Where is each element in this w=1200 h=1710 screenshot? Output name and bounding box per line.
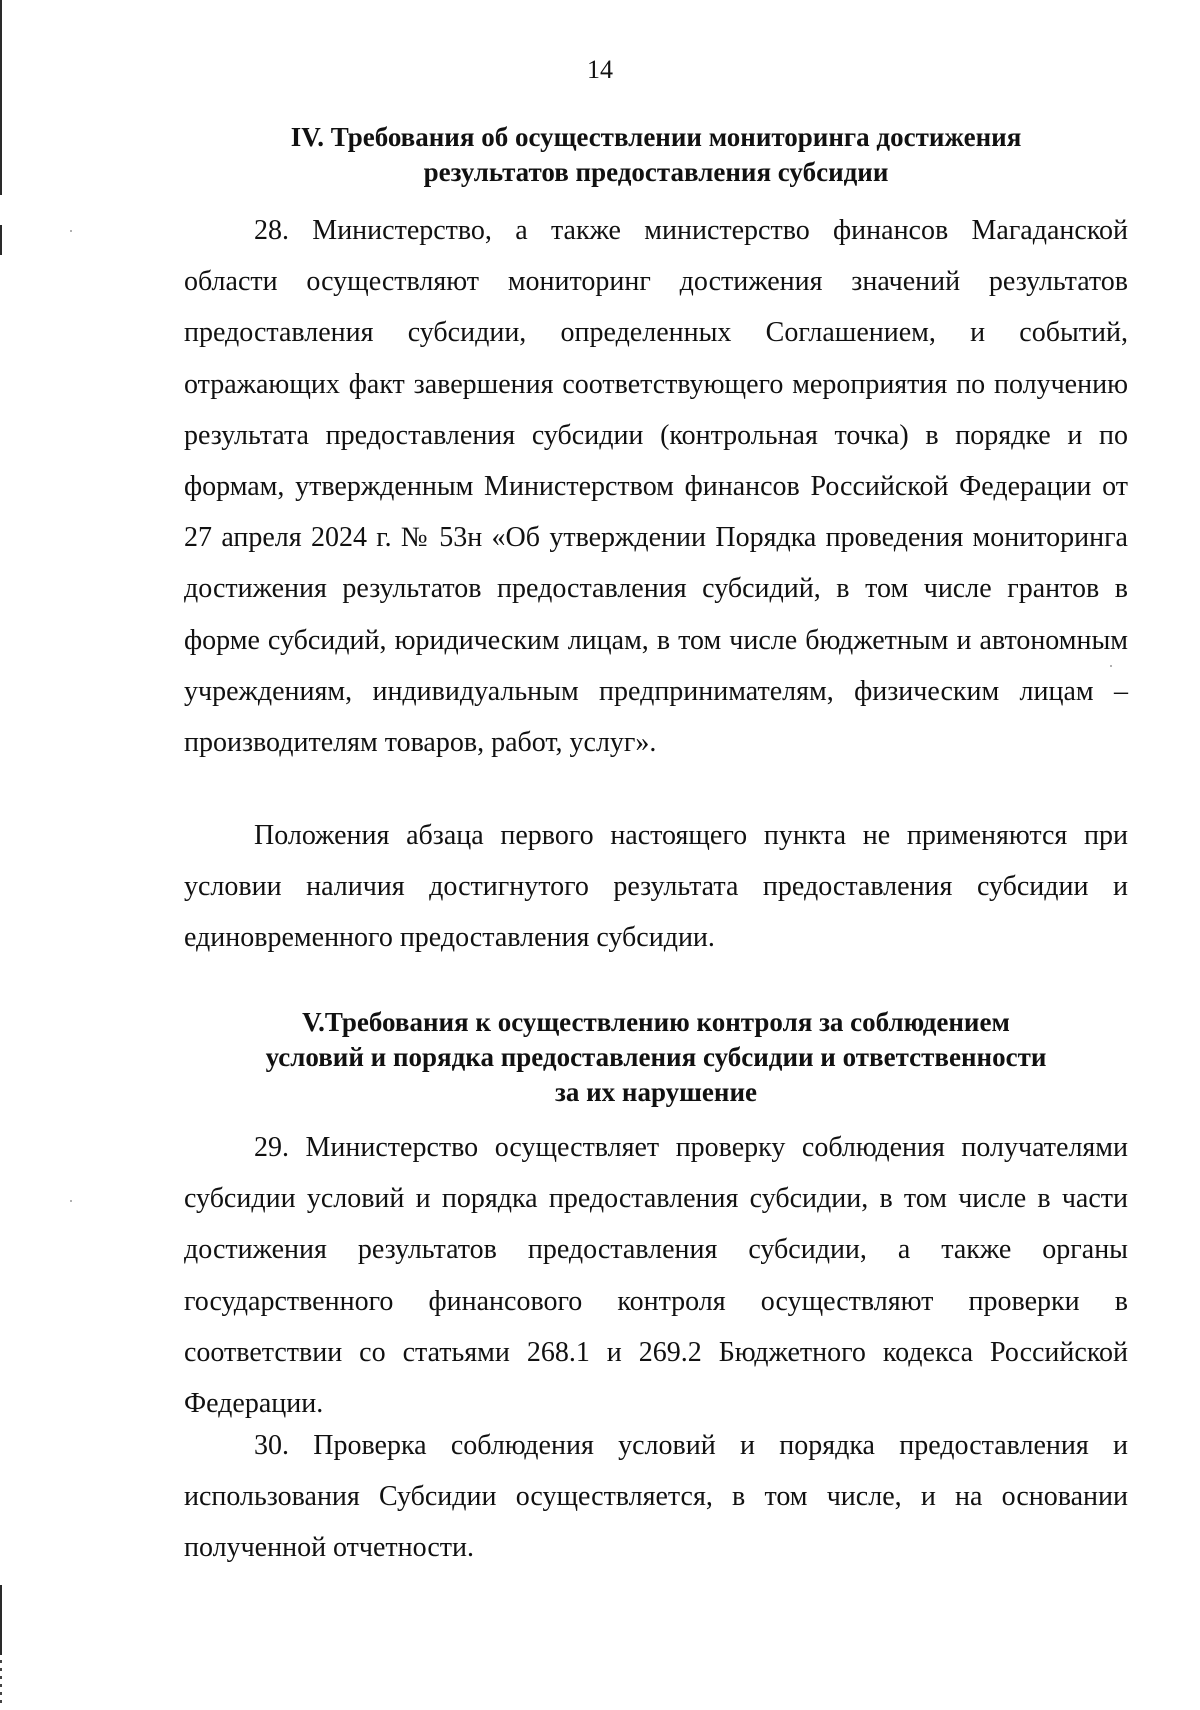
paragraph-30: 30. Проверка соблюдения условий и порядка предоставления и использования Субсидии осуществляется, в том числе, и на основании полученной отчетности. [184,1430,1128,1564]
scan-edge-mark [0,0,2,195]
scan-speck [70,230,72,232]
section-v-heading-line: условий и порядка предоставления субсидии и ответственности [265,1042,1047,1072]
scan-edge-mark [0,225,2,255]
scan-speck [70,1200,72,1202]
section-iv-heading [184,120,1128,190]
section-v-heading-line: V.Требования к осуществлению контроля за соблюдением [302,1007,1010,1037]
page-number: 14 [587,55,613,84]
section-v-heading-line: за их нарушение [555,1077,757,1107]
paragraph-28-second: Положения абзаца первого настоящего пункта не применяются при условии наличия достигнутого результата предоставления субсидии и единовременного предоставления субсидии. [184,820,1128,954]
section-iv-heading-line: результатов предоставления субсидии [423,157,889,187]
section-v-heading [184,1005,1128,1110]
paragraph-29: 29. Министерство осуществляет проверку соблюдения получателями субсидии условий и порядка предоставления субсидии, в том числе в части достижения результатов предоставления субсидии, а также органы государственного финансового контроля осуществляют проверки в соответствии со статьями 268.1 и 269.2 Бюджетного кодекса Российской Федерации. [184,1132,1128,1420]
paragraph-28: 28. Министерство, а также министерство финансов Магаданской области осуществляют мониторинг достижения значений результатов предоставления субсидии, определенных Соглашением, и событий, отражающих факт завершения соответствующего мероприятия по получению результата предоставления субсидии (контрольная точка) в порядке и по формам, утвержденным Министерством финансов Российской Федерации от 27 апреля 2024 г. № 53н «Об утверждении Порядка проведения мониторинга достижения результатов предоставления субсидий, в том числе грантов в форме субсидий, юридическим лицам, в том числе бюджетным и автономным учреждениям, индивидуальным предпринимателям, физическим лицам – производителям товаров, работ, услуг». [184,215,1128,759]
scan-edge-dots [0,1660,2,1705]
section-iv-heading-line: IV. Требования об осуществлении мониторинга достижения [290,122,1022,152]
scan-edge-mark [0,1585,2,1655]
